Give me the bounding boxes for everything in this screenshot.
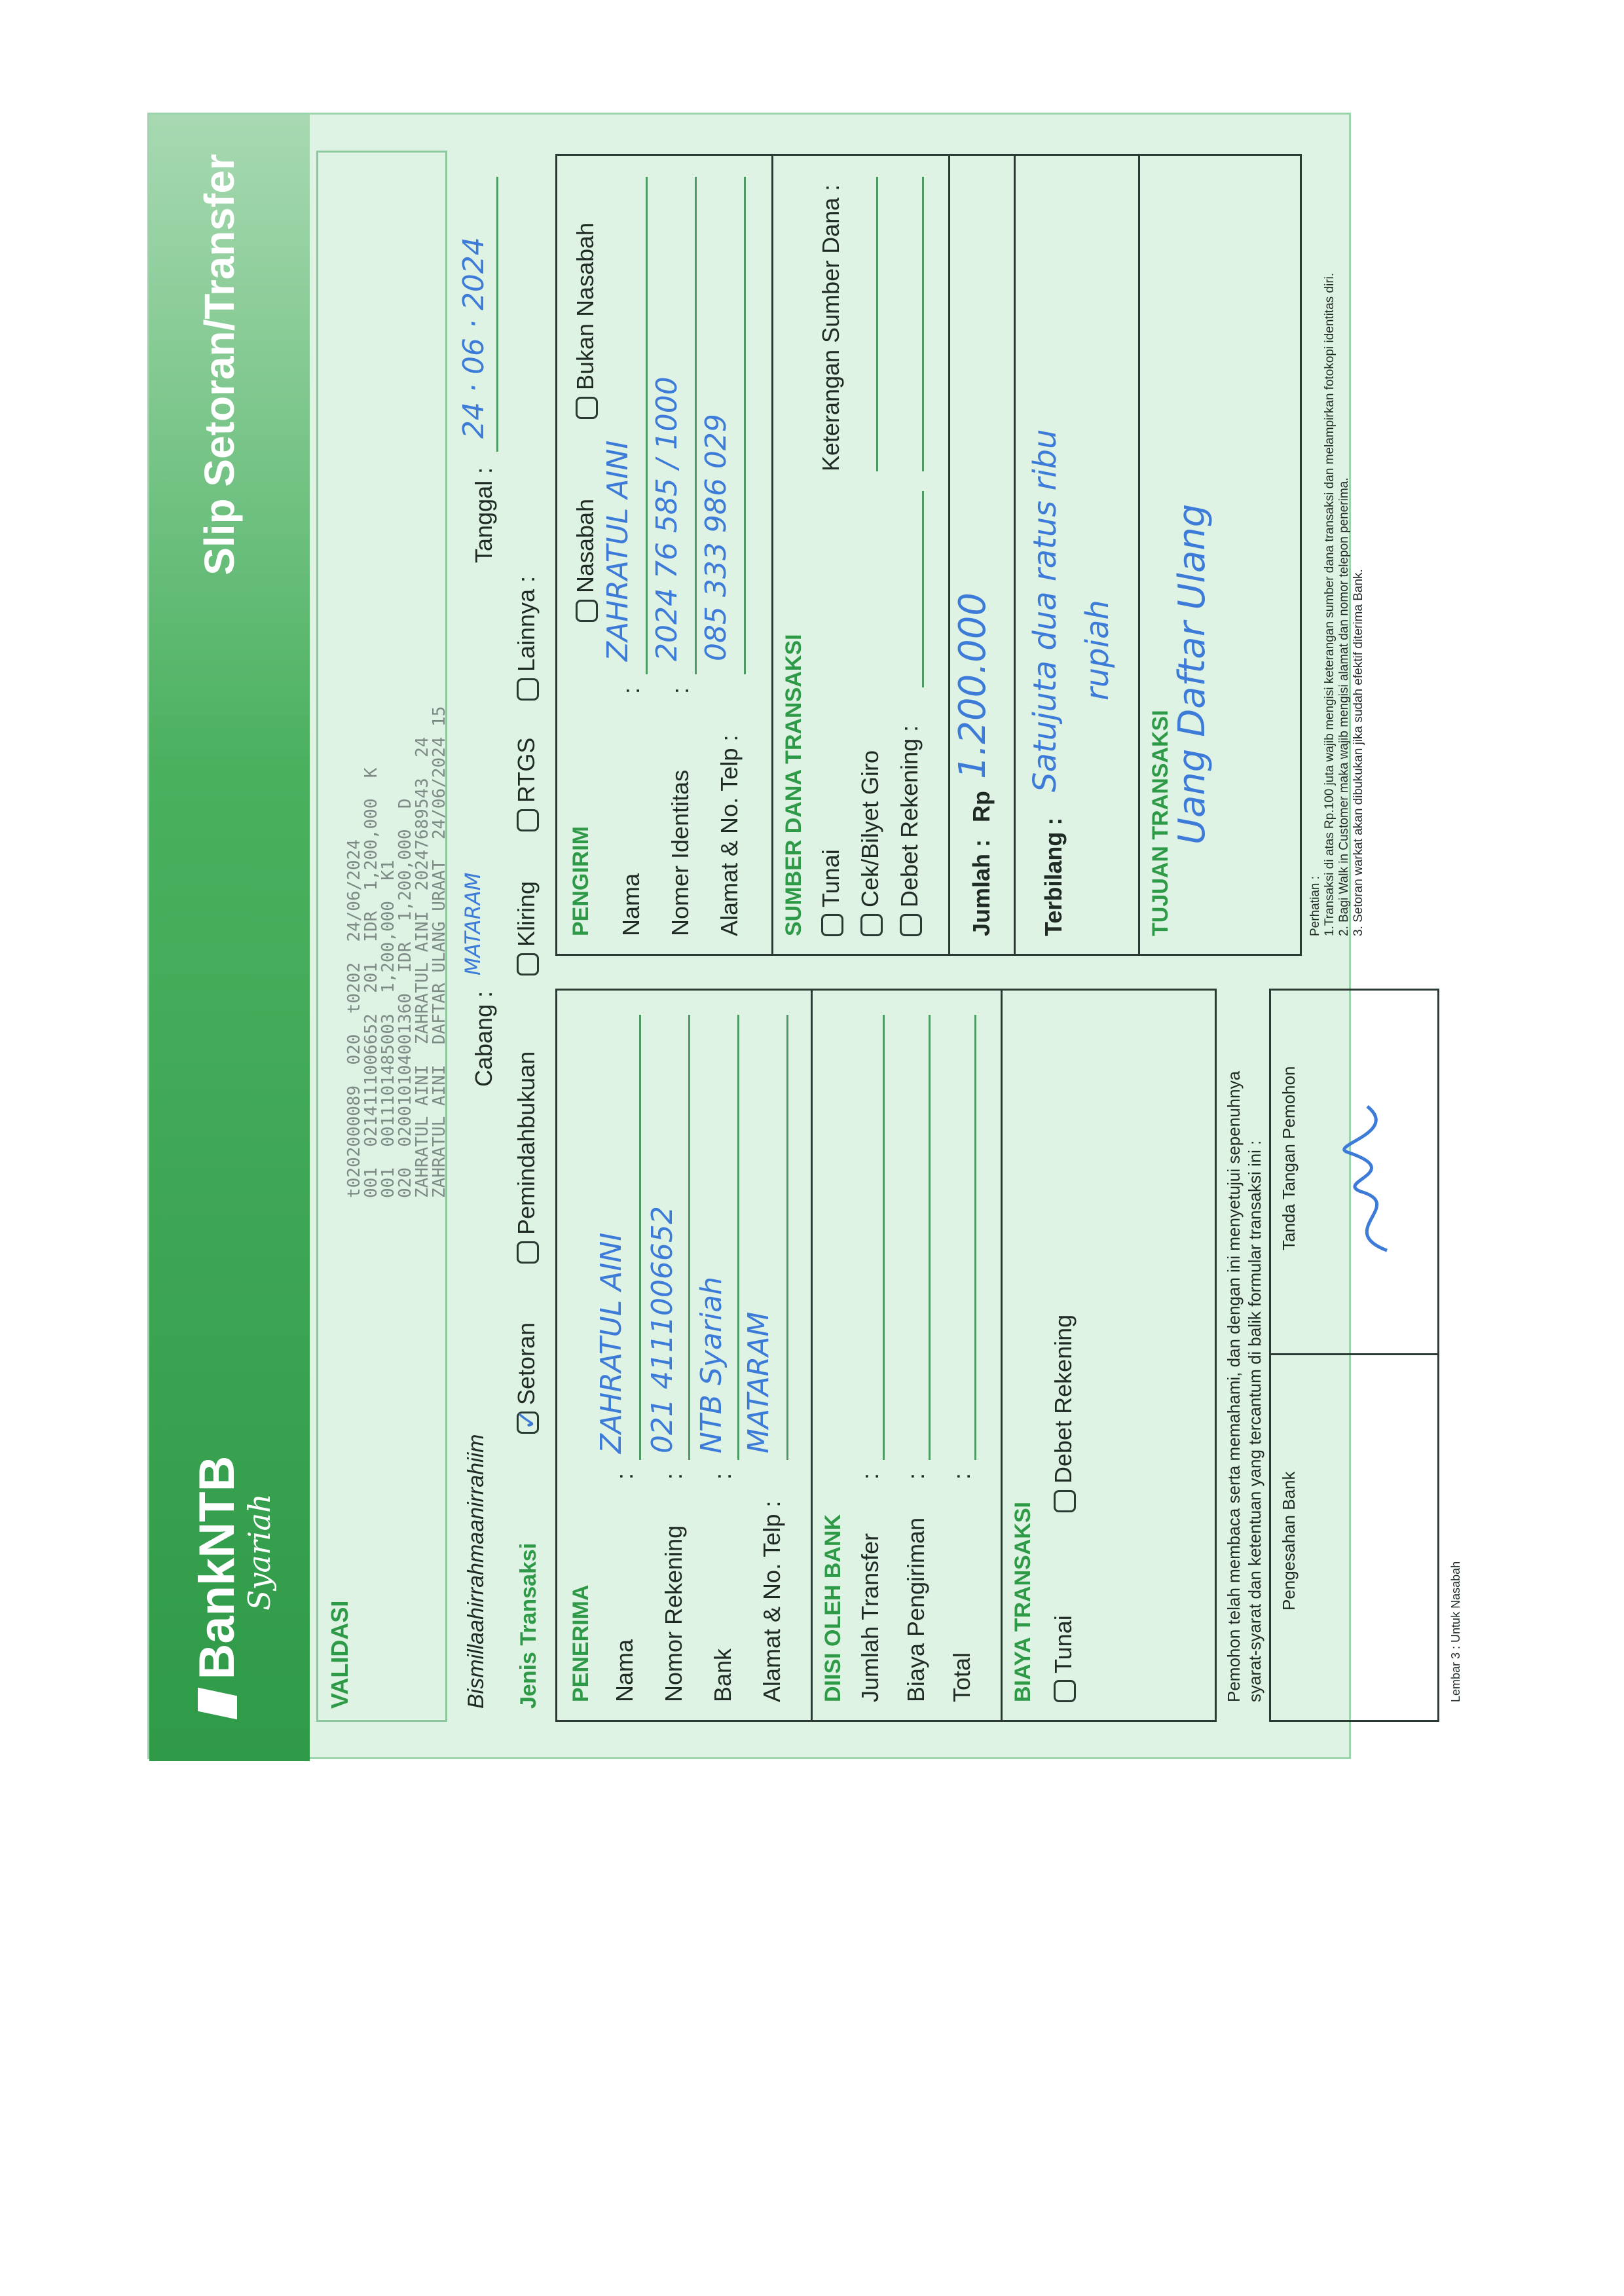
signature-icon [1308,1093,1426,1264]
tanda-tangan-label: Tanda Tangan Pemohon [1279,1066,1299,1250]
pengirim-nama-label: Nama [618,873,644,936]
biaya-tunai[interactable]: Tunai [1050,1615,1077,1702]
pengirim-nasabah[interactable]: Nasabah [572,499,599,622]
sumber-label: SUMBER DANA TRANSAKSI [781,634,806,936]
total-label: Total [948,1652,975,1702]
divider [1269,1353,1439,1355]
jumlah-transfer-label: Jumlah Transfer [857,1533,883,1702]
checkbox-icon[interactable] [821,914,843,936]
deposit-slip [147,113,1462,1759]
keterangan-line [922,177,924,471]
biaya-pengiriman-line [929,1015,931,1460]
checkbox-icon[interactable] [1054,1490,1076,1512]
perhatian-line: 1.Transaksi di atas Rp.100 juta wajib mengisi keterangan sumber dana transaksi dan melampirkan fotokopi identitas diri. [1323,272,1337,936]
rp-label: Rp [968,790,995,822]
colon: : [618,687,644,694]
cabang-value[interactable]: MATARAM [460,872,485,975]
lembar-label: Lembar 3 : Untuk Nasabah [1449,1561,1462,1702]
bank-sub: Syariah [242,1493,277,1611]
keterangan-line [876,177,878,471]
slip-content [149,115,1462,1761]
bismillah: Bismillaahirrahmaanirrahiim [464,1434,489,1709]
checkbox-icon[interactable] [517,1412,539,1434]
colon: : [857,1472,883,1480]
pengirim-identitas-label: Nomer Identitas [667,769,693,936]
validasi-line: ZAHRATUL AINI ZAHRATUL AINI 20247689543 24 [413,737,432,1198]
biaya-transaksi-label: BIAYA TRANSAKSI [1010,1501,1035,1702]
penerima-nama-label: Nama [611,1639,638,1702]
penerima-alamat-label: Alamat & No. Telp : [758,1501,785,1702]
checkbox-icon[interactable] [517,953,539,975]
colon: : [667,687,693,694]
total-line [974,1015,976,1460]
pengirim-identitas-value[interactable]: 2024 76 585 / 1000 [650,376,684,661]
perhatian-line: 2. Bagi Walk in Customer maka wajib mengisi alamat dan nomor telepon penerima. [1337,477,1351,936]
pemohon-text-line: Pemohon telah membaca serta memahami, dan dengan ini menyetujui sepenuhnya [1224,1070,1244,1702]
pengirim-nama-line [646,177,648,674]
terbilang-label: Terbilang : [1040,817,1067,936]
jenis-label: Jenis Transaksi [516,1542,541,1709]
jumlah-value[interactable]: 1.200.000 [951,592,994,779]
terbilang-value-1[interactable]: Satujuta dua ratus ribu [1027,429,1063,792]
jenis-setoran[interactable]: ✓Setoran [513,1322,540,1434]
divider [771,154,773,956]
pengirim-label: PENGIRIM [568,826,593,936]
colon: : [611,1472,638,1480]
diisi-label: DIISI OLEH BANK [821,1514,845,1702]
jenis-rtgs[interactable]: RTGS [513,738,540,831]
penerima-alamat-line [786,1015,788,1460]
validasi-frame [316,151,447,1722]
jenis-kliring[interactable]: Kliring [513,881,540,975]
validasi-line: 001 0214111006652 201 IDR 1,200,000 K [361,767,381,1198]
validasi-line: t0202000089 020 t0202 24/06/2024 [344,839,364,1198]
tanggal-underline [496,177,498,452]
checkbox-icon[interactable] [517,678,539,701]
sumber-debet[interactable]: Debet Rekening : [896,725,923,936]
penerima-nama-value[interactable]: ZAHRATUL AINI [595,1232,628,1453]
pengirim-nama-value[interactable]: ZAHRATUL AINI [601,440,635,661]
jumlah-label: Jumlah : Rp [968,790,995,936]
checkbox-icon[interactable] [576,397,598,419]
tujuan-label: TUJUAN TRANSAKSI [1148,710,1173,936]
pengirim-alamat-line [744,177,746,674]
penerima-label: PENERIMA [568,1584,593,1702]
checkbox-icon[interactable] [517,809,539,831]
validasi-line: 020 020010104001360 IDR 1,200,000 D [396,798,415,1198]
validasi-line: 001 0011101485003 1,200,000 K1 [378,860,398,1198]
pemohon-text-line: syarat-syarat dan ketentuan yang tercantum di balik formular transaksi ini : [1245,1140,1264,1702]
perhatian-line: Perhatian : [1308,876,1322,936]
tanggal-value[interactable]: 24 · 06 · 2024 [457,237,490,439]
perhatian-notes [1308,273,1366,936]
penerima-nama-line [639,1015,641,1460]
sumber-tunai[interactable]: Tunai [817,849,845,936]
divider [948,154,950,956]
checkbox-icon[interactable] [860,914,883,936]
cabang-label: Cabang : [470,991,497,1087]
sumber-cek[interactable]: Cek/Bilyet Giro [857,750,884,936]
tujuan-value[interactable]: Uang Daftar Ulang [1171,503,1213,845]
validasi-label: VALIDASI [326,1600,353,1709]
divider [1014,154,1016,956]
checkbox-icon[interactable] [576,600,598,622]
colon: : [660,1472,687,1480]
slip-title: Slip Setoran/Transfer [196,154,243,575]
pemohon-statement [1223,1071,1265,1702]
tanggal-label: Tanggal : [470,467,497,563]
penerima-alamat-value[interactable]: MATARAM [742,1311,775,1453]
jumlah-transfer-line [883,1015,885,1460]
divider [1138,154,1140,956]
biaya-pengiriman-label: Biaya Pengiriman [902,1517,929,1702]
penerima-rekening-line [688,1015,690,1460]
bank-name: BankNTB [189,1455,245,1680]
jenis-pemindahbukuan[interactable]: Pemindahbukuan [513,1051,540,1264]
perhatian-line: 3. Setoran warkat akan dibukukan jika sudah efektif diterima Bank. [1352,569,1365,936]
colon: : [948,1472,975,1480]
pengirim-alamat-label: Alamat & No. Telp : [716,735,743,936]
checkbox-icon[interactable] [900,914,922,936]
penerima-bank-line [737,1015,739,1460]
terbilang-value-2[interactable]: rupiah [1079,600,1116,701]
penerima-bank-label: Bank [709,1648,736,1702]
penerima-rekening-label: Nomor Rekening [660,1525,687,1702]
sumber-debet-line [922,491,924,687]
colon: : [902,1472,929,1480]
checkbox-icon[interactable] [517,1241,539,1264]
divider [1001,989,1003,1722]
penerima-rekening-value[interactable]: 021 4111006652 [646,1206,679,1453]
pengesahan-label: Pengesahan Bank [1279,1471,1299,1611]
biaya-debet[interactable]: Debet Rekening [1050,1315,1077,1512]
divider [811,989,813,1722]
checkbox-icon[interactable] [1054,1680,1076,1702]
pengirim-bukan-nasabah[interactable]: Bukan Nasabah [572,223,599,419]
keterangan-label: Keterangan Sumber Dana : [817,184,844,471]
logo-mark-icon [198,1688,237,1720]
validasi-line: ZAHRATUL AINI DAFTAR ULANG URAAT 24/06/2024 15 [430,706,449,1198]
bank-logo [189,1456,277,1716]
penerima-bank-value[interactable]: NTB Syariah [695,1276,728,1453]
jenis-lainnya[interactable]: Lainnya : [513,576,540,701]
colon: : [709,1472,736,1480]
pengirim-alamat-value[interactable]: 085 333 986 029 [699,414,733,661]
pengirim-identitas-line [695,177,697,674]
